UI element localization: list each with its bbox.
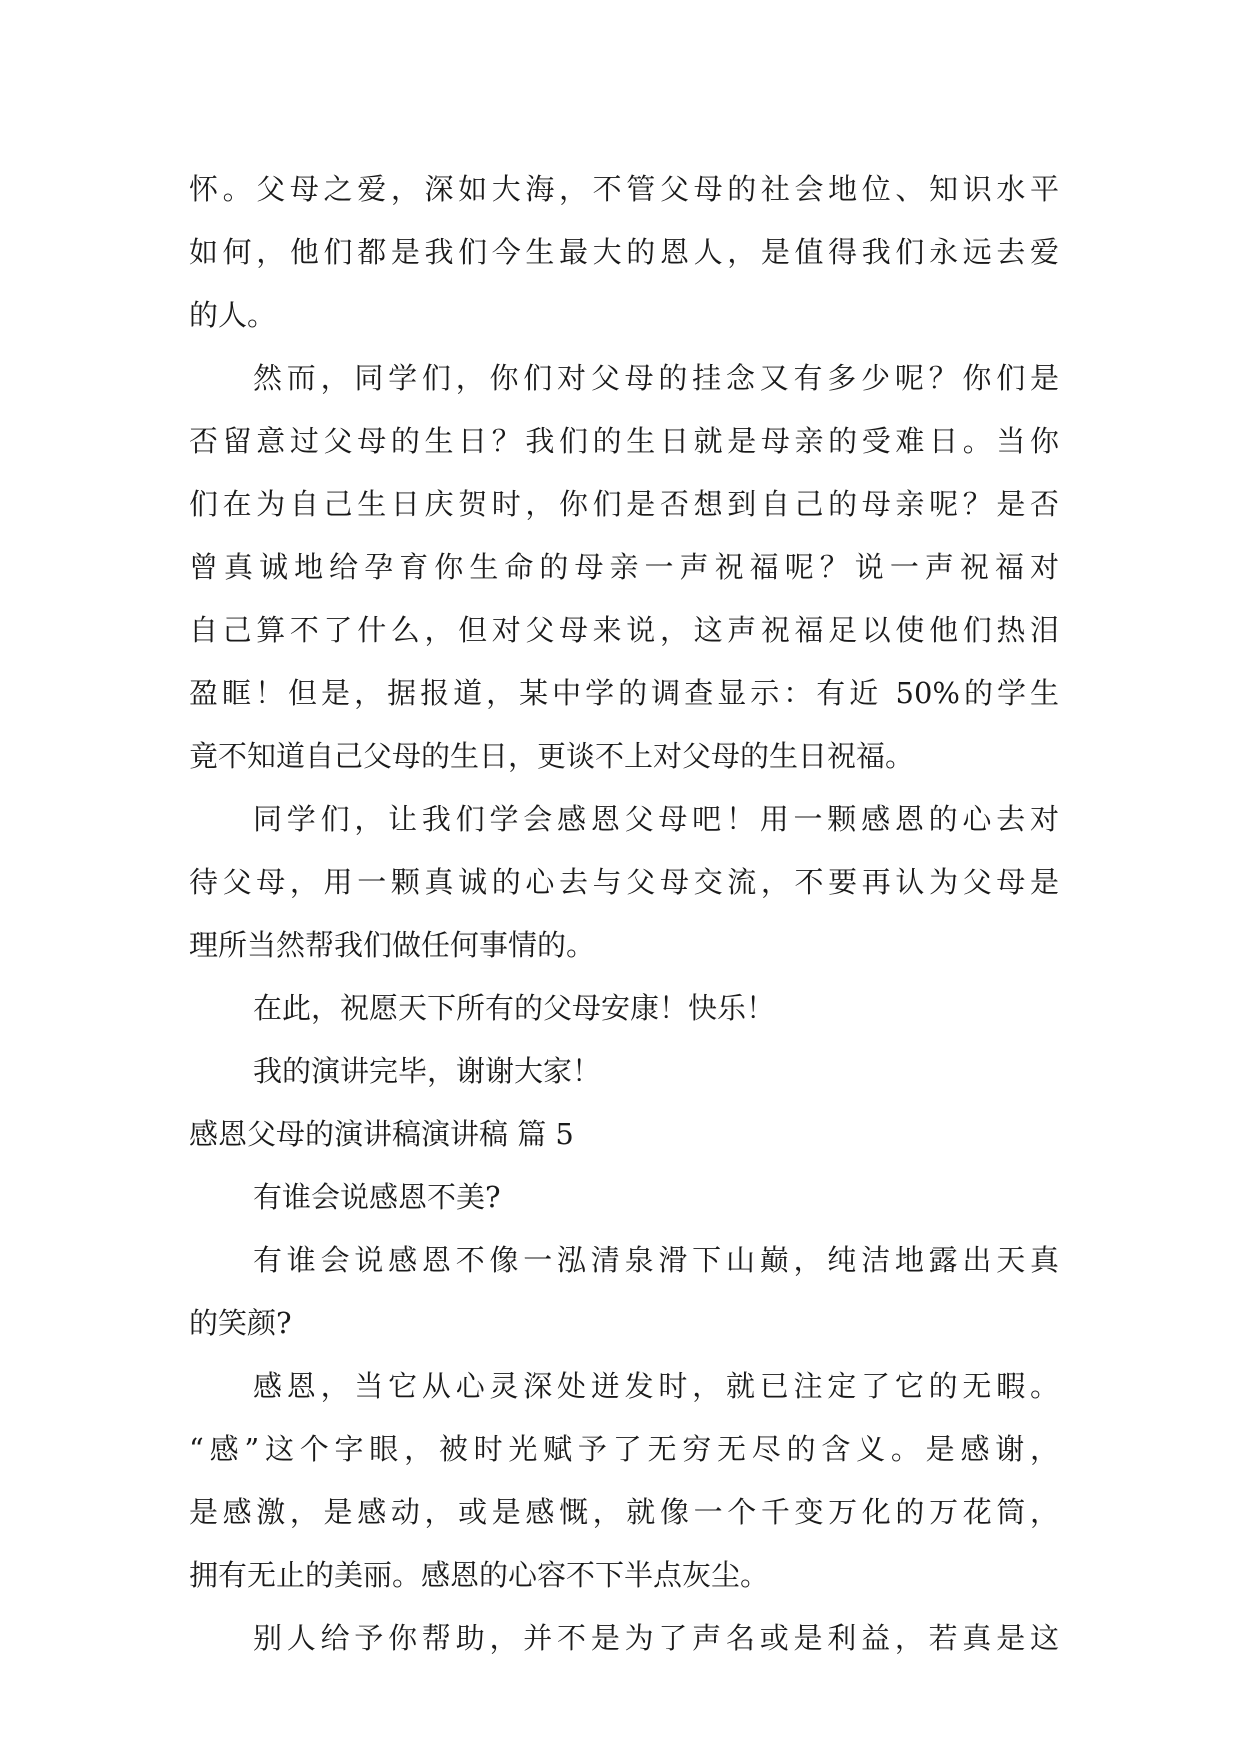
paragraph-line: 否留意过父母的生日？我们的生日就是母亲的受难日。当你 [189,424,1059,458]
paragraph-line: 是感激，是感动，或是感慨，就像一个千变万化的万花筒， [189,1495,1059,1529]
paragraph-line: 如何，他们都是我们今生最大的恩人，是值得我们永远去爱 [189,235,1059,269]
paragraph-line: 竟不知道自己父母的生日，更谈不上对父母的生日祝福。 [189,739,915,773]
paragraph-line: 的笑颜? [189,1306,292,1340]
paragraph-line: 自己算不了什么，但对父母来说，这声祝福足以使他们热泪 [189,613,1059,647]
paragraph-line: 理所当然帮我们做任何事情的。 [189,928,596,962]
paragraph-line: 同学们，让我们学会感恩父母吧！用一颗感恩的心去对 [253,802,1059,836]
paragraph-line: 拥有无止的美丽。感恩的心容不下半点灰尘。 [189,1558,770,1592]
paragraph-line: 有谁会说感恩不像一泓清泉滑下山巅，纯洁地露出天真 [253,1243,1059,1277]
paragraph-line: 们在为自己生日庆贺时，你们是否想到自己的母亲呢？是否 [189,487,1059,521]
paragraph-line: 然而，同学们，你们对父母的挂念又有多少呢？你们是 [253,361,1059,395]
document-body [189,158,1059,1670]
paragraph-line: 别人给予你帮助，并不是为了声名或是利益，若真是这 [253,1621,1059,1655]
paragraph-line: 盈眶！但是，据报道，某中学的调查显示：有近 50%的学生 [189,676,1059,710]
paragraph-line: 在此，祝愿天下所有的父母安康！快乐！ [253,991,776,1025]
paragraph-line: 曾真诚地给孕育你生命的母亲一声祝福呢？说一声祝福对 [189,550,1059,584]
paragraph-line: 怀。父母之爱，深如大海，不管父母的社会地位、知识水平 [189,172,1059,206]
paragraph-line: 的人。 [189,298,277,332]
paragraph-line: 感恩，当它从心灵深处迸发时，就已注定了它的无暇。 [253,1369,1059,1403]
paragraph-line: 我的演讲完毕，谢谢大家！ [253,1054,602,1088]
section-heading: 感恩父母的演讲稿演讲稿 篇 5 [189,1117,574,1151]
paragraph-line: 待父母，用一颗真诚的心去与父母交流，不要再认为父母是 [189,865,1059,899]
paragraph-line: 有谁会说感恩不美? [253,1180,501,1214]
paragraph-line: “感”这个字眼，被时光赋予了无穷无尽的含义。是感谢， [189,1432,1059,1466]
